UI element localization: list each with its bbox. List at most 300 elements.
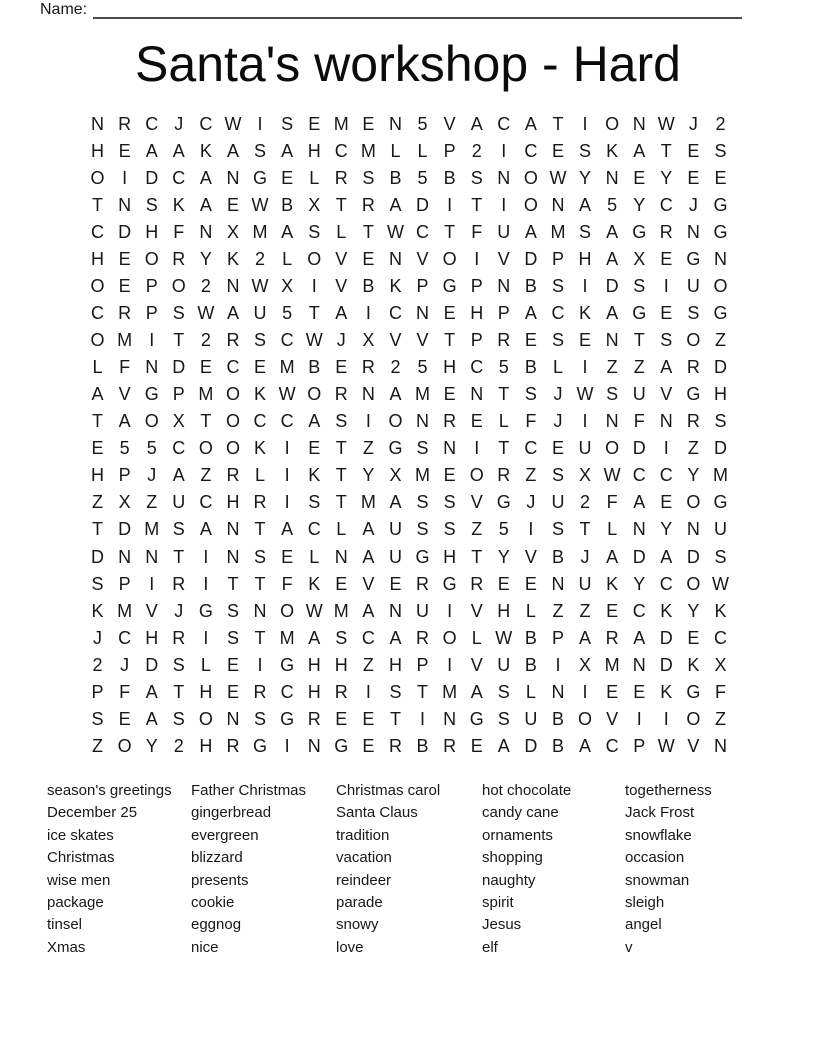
grid-letter: T — [335, 492, 347, 513]
grid-letter: 5 — [282, 303, 293, 324]
word-list-item: naughty — [482, 871, 536, 889]
word-list-item: angel — [625, 916, 662, 934]
grid-letter: U — [551, 492, 565, 513]
grid-letter: U — [172, 492, 186, 513]
grid-letter: C — [470, 357, 484, 378]
grid-letter: I — [257, 114, 263, 135]
grid-letter: M — [279, 627, 295, 648]
grid-letter: D — [524, 735, 538, 756]
word-list-item: Jack Frost — [625, 804, 695, 822]
grid-letter: X — [118, 492, 131, 513]
grid-letter: I — [582, 357, 588, 378]
grid-letter: R — [470, 573, 484, 594]
grid-letter: I — [122, 168, 128, 189]
grid-letter: 5 — [417, 114, 428, 135]
grid-letter: I — [447, 600, 453, 621]
grid-letter: G — [442, 276, 457, 297]
grid-letter: A — [660, 546, 673, 567]
grid-letter: C — [334, 141, 348, 162]
grid-letter: 5 — [146, 438, 157, 459]
grid-letter: 2 — [715, 114, 726, 135]
grid-letter: T — [254, 627, 266, 648]
grid-letter: S — [254, 330, 267, 351]
grid-letter: L — [309, 546, 320, 567]
grid-letter: G — [253, 735, 268, 756]
grid-letter: N — [686, 519, 700, 540]
grid-letter: Z — [362, 438, 374, 459]
grid-letter: C — [524, 438, 538, 459]
grid-letter: I — [447, 195, 453, 216]
grid-letter: H — [91, 141, 105, 162]
grid-letter: A — [579, 195, 592, 216]
grid-letter: O — [307, 249, 322, 270]
grid-letter: A — [633, 627, 646, 648]
grid-letter: E — [660, 492, 673, 513]
grid-letter: G — [713, 222, 728, 243]
grid-letter: J — [174, 114, 184, 135]
grid-letter: O — [578, 708, 593, 729]
grid-letter: N — [145, 357, 159, 378]
word-list-item: ornaments — [482, 826, 553, 844]
grid-letter: N — [199, 222, 213, 243]
grid-letter: E — [660, 303, 673, 324]
grid-letter: D — [524, 249, 538, 270]
grid-letter: M — [117, 600, 133, 621]
grid-letter: G — [496, 492, 511, 513]
word-list-item: Jesus — [482, 916, 522, 934]
grid-letter: D — [659, 654, 673, 675]
grid-letter: R — [226, 735, 240, 756]
grid-letter: E — [118, 708, 131, 729]
grid-letter: M — [333, 600, 349, 621]
grid-letter: S — [443, 519, 456, 540]
grid-letter: A — [199, 519, 212, 540]
grid-letter: J — [147, 465, 157, 486]
grid-letter: O — [523, 195, 538, 216]
grid-letter: S — [497, 708, 510, 729]
word-list-item: love — [336, 938, 364, 956]
grid-letter: T — [552, 114, 564, 135]
grid-letter: A — [145, 708, 158, 729]
grid-letter: F — [281, 573, 293, 594]
grid-letter: Z — [146, 492, 158, 513]
grid-letter: R — [118, 114, 132, 135]
grid-letter: B — [389, 168, 402, 189]
grid-letter: I — [474, 249, 480, 270]
grid-letter: M — [442, 681, 458, 702]
grid-letter: E — [226, 654, 239, 675]
grid-letter: N — [226, 519, 240, 540]
grid-letter: S — [335, 411, 348, 432]
grid-letter: E — [308, 114, 321, 135]
grid-letter: O — [144, 411, 159, 432]
grid-letter: T — [227, 573, 239, 594]
grid-letter: R — [334, 168, 348, 189]
grid-letter: I — [501, 195, 507, 216]
grid-letter: O — [225, 411, 240, 432]
grid-letter: S — [524, 384, 537, 405]
grid-letter: K — [226, 249, 239, 270]
grid-letter: V — [416, 330, 429, 351]
grid-letter: B — [308, 357, 321, 378]
grid-letter: R — [226, 330, 240, 351]
word-list-item: Xmas — [47, 938, 86, 956]
grid-letter: I — [149, 330, 155, 351]
word-list-item: package — [47, 894, 104, 912]
grid-letter: N — [334, 546, 348, 567]
grid-letter: B — [524, 654, 537, 675]
grid-letter: L — [92, 357, 103, 378]
grid-letter: G — [253, 168, 268, 189]
grid-letter: A — [389, 492, 402, 513]
grid-letter: X — [579, 654, 592, 675]
grid-letter: S — [362, 168, 375, 189]
grid-letter: D — [145, 654, 159, 675]
grid-letter: R — [172, 627, 186, 648]
word-list-item: presents — [191, 871, 249, 889]
grid-letter: D — [172, 357, 186, 378]
grid-letter: K — [308, 465, 321, 486]
grid-letter: H — [145, 627, 159, 648]
grid-letter: O — [198, 438, 213, 459]
grid-letter: T — [335, 195, 347, 216]
grid-letter: T — [335, 438, 347, 459]
grid-letter: Z — [362, 654, 374, 675]
grid-letter: A — [281, 222, 294, 243]
grid-letter: S — [497, 681, 510, 702]
grid-letter: S — [172, 654, 185, 675]
grid-letter: I — [284, 438, 290, 459]
word-list-item: season's greetings — [47, 782, 172, 799]
grid-letter: G — [713, 303, 728, 324]
grid-letter: 2 — [255, 249, 266, 270]
grid-letter: C — [172, 438, 186, 459]
grid-letter: W — [305, 330, 323, 351]
grid-letter: E — [281, 546, 294, 567]
grid-letter: I — [636, 708, 642, 729]
grid-letter: N — [551, 195, 565, 216]
grid-letter: U — [253, 303, 267, 324]
grid-letter: H — [497, 600, 511, 621]
grid-letter: S — [254, 708, 267, 729]
name-label: Name: — [40, 1, 88, 18]
grid-letter: T — [471, 195, 483, 216]
grid-letter: J — [688, 195, 698, 216]
grid-letter: W — [251, 276, 269, 297]
grid-letter: N — [497, 276, 511, 297]
grid-letter: S — [470, 168, 483, 189]
grid-letter: A — [524, 114, 537, 135]
grid-letter: A — [362, 519, 375, 540]
grid-letter: I — [257, 654, 263, 675]
grid-letter: Z — [471, 519, 483, 540]
grid-letter: W — [224, 114, 242, 135]
grid-letter: K — [254, 384, 267, 405]
grid-letter: C — [632, 600, 646, 621]
grid-letter: T — [660, 141, 672, 162]
grid-letter: I — [582, 411, 588, 432]
grid-letter: C — [118, 627, 132, 648]
grid-letter: V — [389, 330, 402, 351]
grid-letter: S — [389, 681, 402, 702]
word-list-item: gingerbread — [191, 804, 272, 822]
grid-letter: U — [497, 222, 511, 243]
grid-letter: E — [551, 141, 564, 162]
grid-letter: N — [416, 303, 430, 324]
grid-letter: A — [145, 141, 158, 162]
grid-letter: G — [469, 708, 484, 729]
grid-letter: S — [226, 600, 239, 621]
grid-letter: L — [525, 681, 536, 702]
grid-letter: L — [255, 465, 266, 486]
grid-letter: E — [335, 357, 348, 378]
grid-letter: E — [199, 357, 212, 378]
grid-letter: N — [551, 573, 565, 594]
grid-letter: T — [173, 330, 185, 351]
grid-letter: J — [553, 411, 563, 432]
word-list-item: Santa Claus — [336, 804, 418, 822]
grid-letter: K — [606, 573, 619, 594]
grid-letter: A — [633, 141, 646, 162]
grid-letter: E — [389, 573, 402, 594]
grid-letter: N — [226, 546, 240, 567]
grid-letter: E — [687, 627, 700, 648]
grid-letter: I — [365, 681, 371, 702]
grid-letter: J — [93, 627, 103, 648]
grid-letter: D — [605, 276, 619, 297]
grid-letter: B — [362, 276, 375, 297]
grid-letter: E — [470, 411, 483, 432]
grid-letter: P — [497, 303, 510, 324]
grid-letter: S — [633, 276, 646, 297]
grid-letter: A — [226, 303, 239, 324]
grid-letter: I — [284, 492, 290, 513]
grid-letter: O — [713, 276, 728, 297]
grid-letter: A — [470, 681, 483, 702]
grid-letter: D — [659, 627, 673, 648]
grid-letter: L — [336, 222, 347, 243]
grid-letter: N — [605, 168, 619, 189]
grid-letter: O — [307, 384, 322, 405]
grid-letter: X — [172, 411, 185, 432]
grid-letter: I — [365, 303, 371, 324]
word-list-item: eggnog — [191, 916, 242, 934]
grid-letter: B — [281, 195, 294, 216]
grid-letter: K — [172, 195, 185, 216]
grid-letter: C — [416, 222, 430, 243]
grid-letter: G — [713, 492, 728, 513]
grid-letter: C — [524, 141, 538, 162]
grid-letter: N — [632, 654, 646, 675]
grid-letter: D — [632, 546, 646, 567]
grid-letter: Y — [497, 546, 510, 567]
grid-letter: I — [420, 708, 426, 729]
grid-letter: U — [632, 384, 646, 405]
grid-letter: A — [606, 303, 619, 324]
grid-letter: S — [335, 627, 348, 648]
grid-letter: O — [90, 276, 105, 297]
grid-letter: B — [524, 627, 537, 648]
grid-letter: W — [197, 303, 215, 324]
grid-letter: J — [120, 654, 130, 675]
word-list-item: Father Christmas — [191, 782, 307, 799]
grid-letter: Z — [552, 600, 564, 621]
grid-letter: C — [307, 519, 321, 540]
grid-letter: V — [687, 735, 700, 756]
grid-letter: O — [225, 438, 240, 459]
grid-letter: T — [444, 222, 456, 243]
grid-letter: C — [659, 573, 673, 594]
grid-letter: T — [633, 330, 645, 351]
grid-letter: W — [603, 465, 621, 486]
grid-letter: T — [444, 330, 456, 351]
grid-letter: N — [605, 330, 619, 351]
grid-letter: P — [118, 465, 131, 486]
grid-letter: B — [551, 546, 564, 567]
grid-letter: Y — [687, 465, 700, 486]
grid-letter: A — [172, 141, 185, 162]
grid-letter: P — [633, 735, 646, 756]
grid-letter: V — [524, 546, 537, 567]
grid-letter: K — [714, 600, 727, 621]
grid-letter: O — [280, 600, 295, 621]
grid-letter: I — [663, 438, 669, 459]
name-row — [40, 0, 742, 19]
word-list-item: v — [625, 938, 633, 956]
grid-letter: I — [474, 438, 480, 459]
word-list-item: ice skates — [47, 826, 114, 844]
word-list-item: nice — [191, 938, 219, 956]
grid-letter: C — [497, 114, 511, 135]
grid-letter: E — [579, 330, 592, 351]
grid-letter: J — [526, 492, 536, 513]
grid-letter: T — [471, 546, 483, 567]
grid-letter: D — [686, 546, 700, 567]
word-list-item: hot chocolate — [482, 782, 572, 799]
grid-letter: E — [308, 438, 321, 459]
grid-letter: F — [714, 681, 726, 702]
grid-letter: H — [307, 654, 321, 675]
grid-letter: L — [471, 627, 482, 648]
grid-letter: U — [416, 600, 430, 621]
grid-letter: O — [90, 330, 105, 351]
grid-letter: A — [606, 546, 619, 567]
grid-letter: S — [308, 222, 321, 243]
grid-letter: C — [632, 465, 646, 486]
grid-letter: O — [442, 249, 457, 270]
grid-letter: K — [579, 303, 592, 324]
grid-letter: B — [551, 735, 564, 756]
grid-letter: N — [605, 411, 619, 432]
grid-letter: A — [362, 600, 375, 621]
grid-letter: M — [415, 384, 431, 405]
grid-letter: K — [660, 681, 673, 702]
grid-letter: D — [91, 546, 105, 567]
grid-letter: Z — [200, 465, 212, 486]
grid-letter: A — [281, 519, 294, 540]
grid-letter: Z — [687, 438, 699, 459]
grid-letter: N — [443, 708, 457, 729]
grid-letter: S — [551, 276, 564, 297]
grid-letter: L — [417, 141, 428, 162]
grid-letter: K — [91, 600, 104, 621]
grid-letter: A — [497, 735, 510, 756]
grid-letter: Y — [633, 573, 646, 594]
grid-letter: H — [443, 357, 457, 378]
grid-letter: E — [470, 735, 483, 756]
grid-letter: R — [361, 195, 375, 216]
grid-letter: E — [633, 681, 646, 702]
grid-letter: T — [498, 384, 510, 405]
grid-letter: 5 — [498, 357, 509, 378]
grid-letter: C — [199, 492, 213, 513]
grid-letter: T — [335, 465, 347, 486]
grid-letter: S — [226, 627, 239, 648]
word-list-column — [625, 780, 787, 959]
grid-letter: H — [145, 222, 159, 243]
word-list-item: parade — [336, 894, 383, 912]
grid-letter: O — [442, 627, 457, 648]
grid-letter: T — [92, 195, 104, 216]
grid-letter: S — [281, 114, 294, 135]
grid-letter: R — [253, 492, 267, 513]
grid-letter: N — [91, 114, 105, 135]
grid-letter: Z — [606, 357, 618, 378]
grid-letter: C — [605, 735, 619, 756]
grid-letter: R — [172, 249, 186, 270]
grid-letter: T — [498, 438, 510, 459]
grid-letter: E — [254, 357, 267, 378]
grid-letter: R — [659, 222, 673, 243]
grid-letter: 5 — [607, 195, 618, 216]
grid-letter: T — [417, 681, 429, 702]
grid-letter: C — [659, 195, 673, 216]
grid-letter: O — [523, 168, 538, 189]
grid-letter: M — [604, 654, 620, 675]
grid-letter: S — [254, 546, 267, 567]
grid-letter: D — [416, 195, 430, 216]
grid-letter: Y — [199, 249, 212, 270]
grid-letter: S — [91, 708, 104, 729]
grid-letter: O — [605, 114, 620, 135]
grid-letter: L — [200, 654, 211, 675]
grid-letter: 2 — [200, 276, 211, 297]
grid-letter: W — [657, 735, 675, 756]
grid-letter: C — [172, 168, 186, 189]
grid-letter: A — [118, 411, 131, 432]
grid-letter: J — [580, 546, 590, 567]
grid-letter: N — [686, 222, 700, 243]
grid-letter: F — [633, 411, 645, 432]
grid-letter: T — [362, 222, 374, 243]
grid-letter: C — [388, 303, 402, 324]
grid-letter: N — [118, 195, 132, 216]
grid-letter: D — [713, 357, 727, 378]
grid-letter: J — [553, 384, 563, 405]
grid-letter: R — [307, 708, 321, 729]
grid-letter: P — [416, 654, 429, 675]
grid-letter: J — [174, 600, 184, 621]
grid-letter: V — [335, 276, 348, 297]
word-list-item: occasion — [625, 849, 685, 867]
grid-letter: N — [388, 249, 402, 270]
grid-letter: 2 — [580, 492, 591, 513]
grid-letter: 2 — [173, 735, 184, 756]
grid-letter: S — [172, 708, 185, 729]
grid-letter: Z — [714, 330, 726, 351]
grid-letter: G — [632, 303, 647, 324]
grid-letter: L — [498, 411, 509, 432]
